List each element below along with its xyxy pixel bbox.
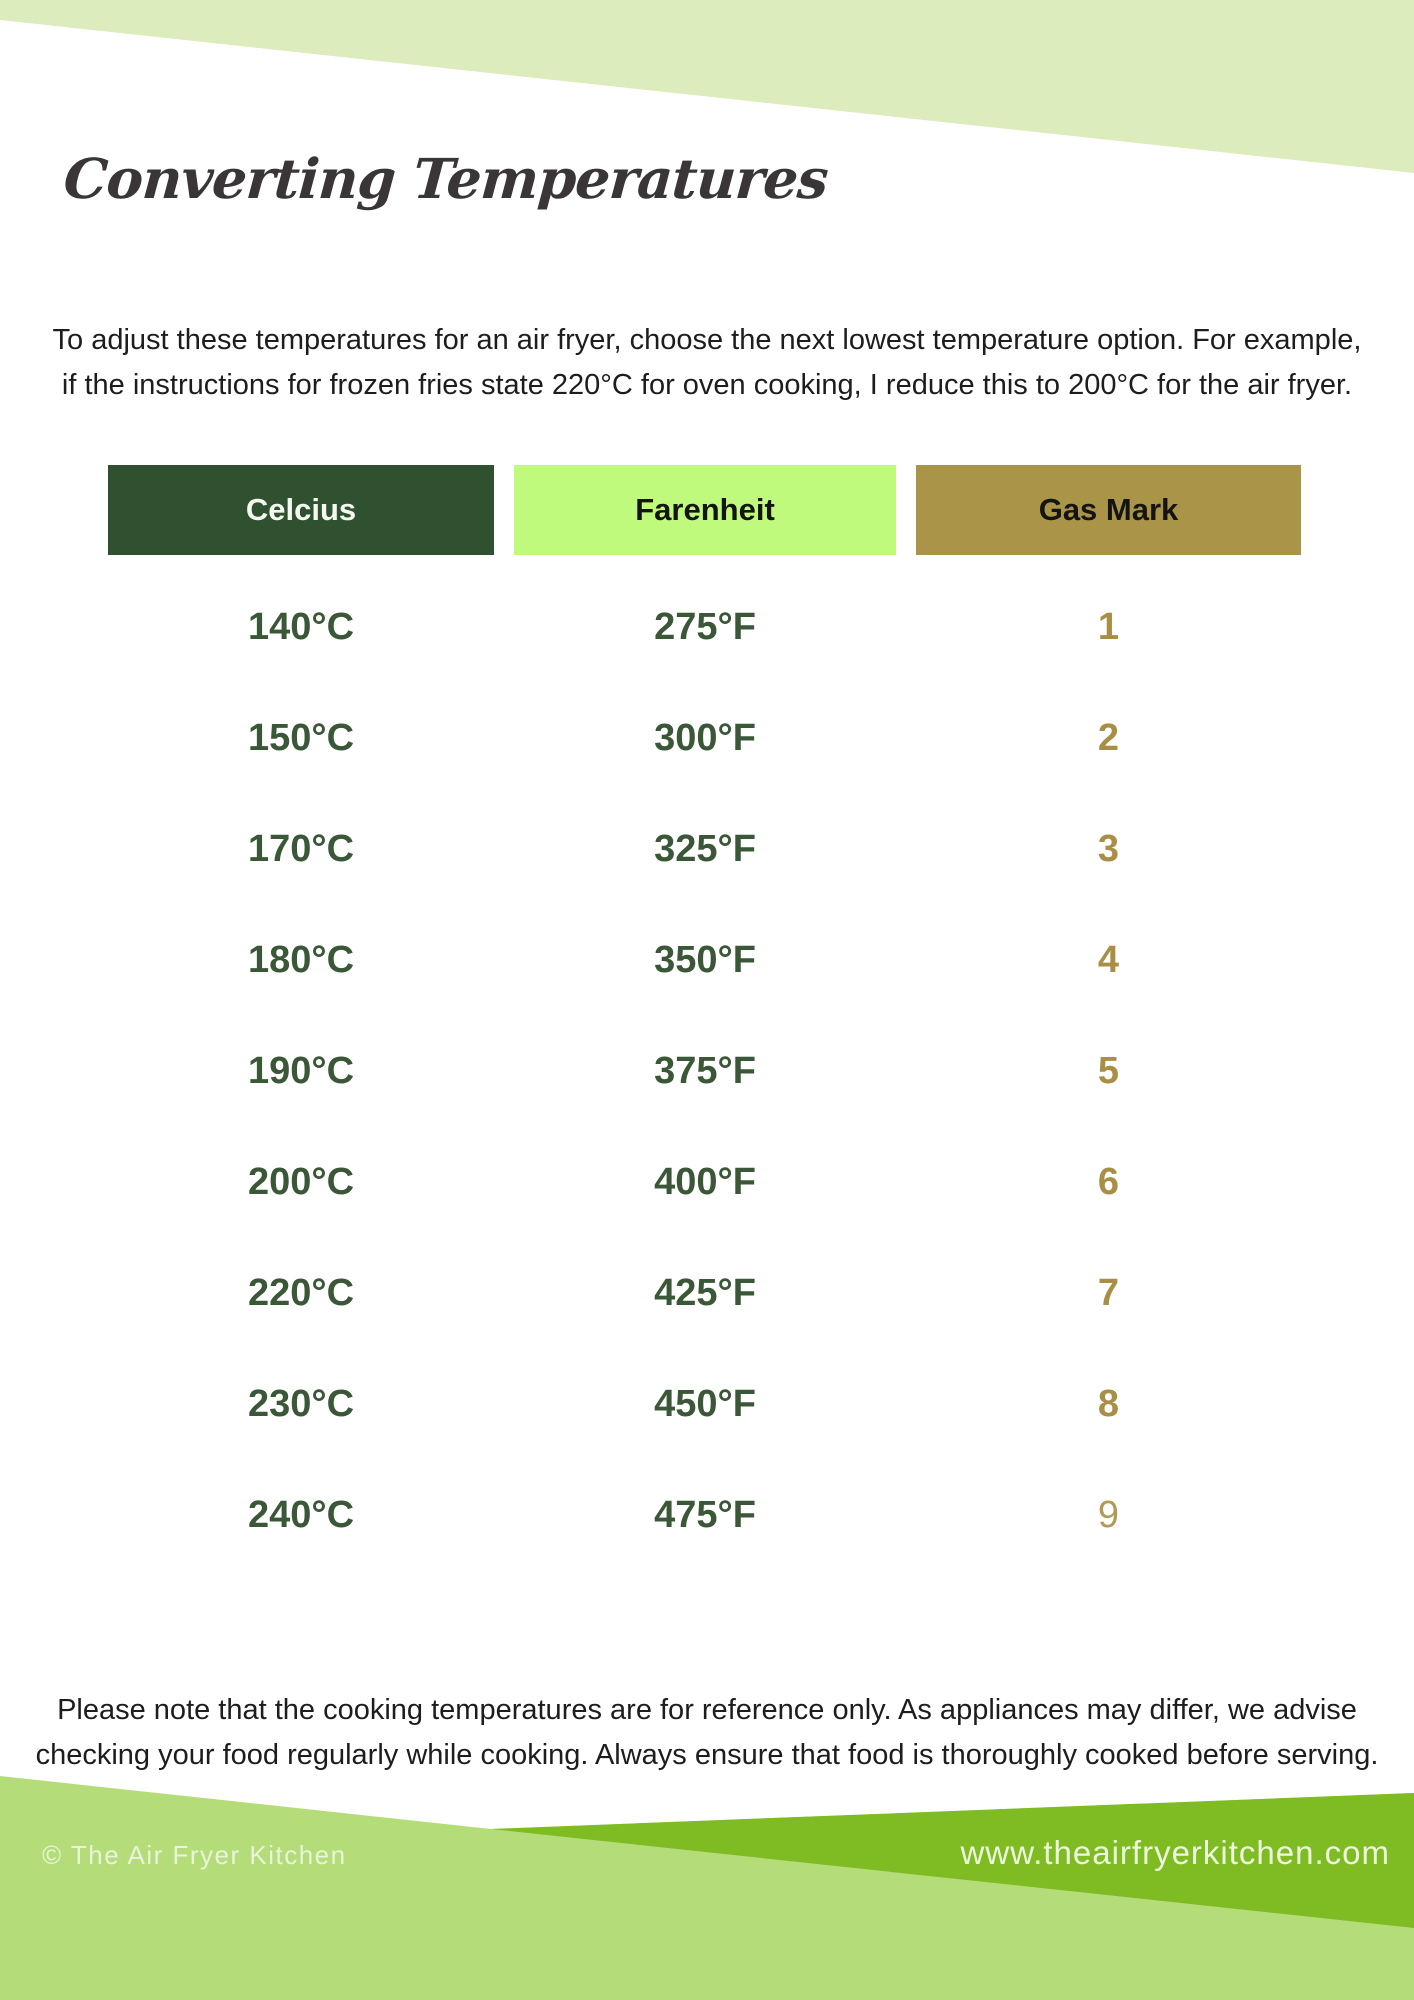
table-row	[0, 1127, 1414, 1238]
cell-fahrenheit: 300°F	[654, 717, 756, 759]
cell-fahrenheit: 350°F	[654, 939, 756, 981]
cell-fahrenheit: 450°F	[654, 1383, 756, 1425]
column-header-gas-mark: Gas Mark	[916, 465, 1301, 555]
table-row	[0, 572, 1414, 683]
cell-gas-mark: 2	[1097, 717, 1120, 759]
cell-gas-mark: 9	[1097, 1494, 1120, 1536]
intro-line-1: To adjust these temperatures for an air fryer, choose the next lowest temperature option. For example,	[52, 324, 1362, 356]
cell-celsius: 140°C	[247, 606, 355, 648]
cell-fahrenheit: 475°F	[654, 1494, 756, 1536]
cell-gas-mark: 3	[1097, 828, 1120, 870]
column-header-celsius: Celcius	[108, 465, 494, 555]
table-row	[0, 1460, 1414, 1571]
cell-gas-mark: 7	[1097, 1272, 1120, 1314]
cell-celsius: 230°C	[247, 1383, 355, 1425]
conversion-table	[0, 572, 1414, 1571]
cell-gas-mark: 1	[1097, 606, 1120, 648]
cell-fahrenheit: 400°F	[654, 1161, 756, 1203]
cell-celsius: 180°C	[247, 939, 355, 981]
cell-celsius: 220°C	[247, 1272, 355, 1314]
cell-fahrenheit: 375°F	[654, 1050, 756, 1092]
intro-text	[17, 318, 1397, 408]
note-line-1: Please note that the cooking temperatures are for reference only. As appliances may differ, we advise	[57, 1694, 1357, 1726]
cell-fahrenheit: 275°F	[654, 606, 756, 648]
column-header-fahrenheit: Farenheit	[514, 465, 896, 555]
table-row	[0, 1238, 1414, 1349]
website-url: www.theairfryerkitchen.com	[960, 1834, 1390, 1871]
conversion-table-headers	[0, 465, 1414, 555]
note-line-2: checking your food regularly while cooking. Always ensure that food is thoroughly cooked before serving.	[35, 1739, 1379, 1771]
cell-fahrenheit: 425°F	[654, 1272, 756, 1314]
table-row	[0, 1349, 1414, 1460]
table-row	[0, 1016, 1414, 1127]
cell-celsius: 200°C	[247, 1161, 355, 1203]
cell-gas-mark: 4	[1097, 939, 1120, 981]
cell-gas-mark: 8	[1097, 1383, 1120, 1425]
page-title: Converting Temperatures	[61, 146, 830, 211]
cell-celsius: 170°C	[247, 828, 355, 870]
cell-celsius: 190°C	[247, 1050, 355, 1092]
table-row	[0, 683, 1414, 794]
cell-celsius: 240°C	[247, 1494, 355, 1536]
cell-fahrenheit: 325°F	[654, 828, 756, 870]
copyright-text: © The Air Fryer Kitchen	[42, 1840, 347, 1870]
reference-note	[7, 1688, 1407, 1778]
cell-celsius: 150°C	[247, 717, 355, 759]
cell-gas-mark: 6	[1097, 1161, 1120, 1203]
table-row	[0, 794, 1414, 905]
cell-gas-mark: 5	[1097, 1050, 1120, 1092]
table-row	[0, 905, 1414, 1016]
intro-line-2: if the instructions for frozen fries state 220°C for oven cooking, I reduce this to 200°C for the air fryer.	[61, 369, 1353, 401]
